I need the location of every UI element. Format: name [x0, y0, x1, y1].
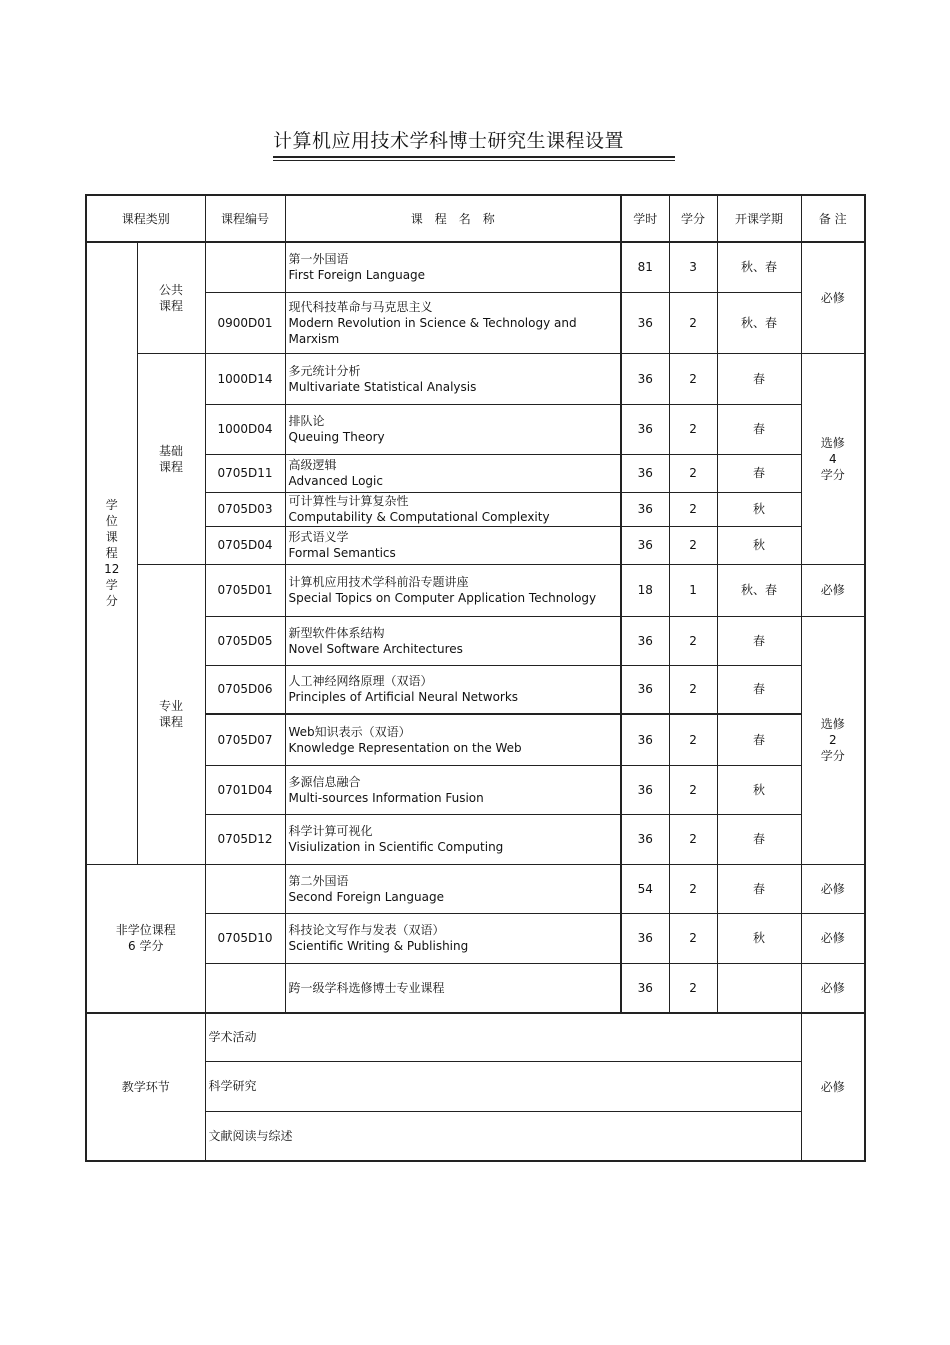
header-category: 课程类别: [86, 195, 205, 242]
course-term: 秋: [717, 765, 801, 814]
course-credits: 2: [669, 353, 717, 404]
course-credits: 2: [669, 292, 717, 353]
course-hours: 54: [621, 864, 669, 913]
course-code: 0705D03: [205, 492, 285, 526]
course-credits: 2: [669, 714, 717, 765]
course-credits: 2: [669, 526, 717, 564]
degree-course-group: 学 位 课 程 12 学 分: [86, 242, 137, 864]
course-credits: 2: [669, 616, 717, 665]
course-code: 0705D06: [205, 665, 285, 714]
major-course-group: 专业 课程: [137, 564, 205, 864]
course-code: 0900D01: [205, 292, 285, 353]
header-code: 课程编号: [205, 195, 285, 242]
course-code: 1000D04: [205, 404, 285, 454]
course-credits: 2: [669, 454, 717, 492]
course-code: [205, 242, 285, 292]
remark-elective-4: 选修 4 学分: [801, 353, 865, 564]
course-term: 春: [717, 714, 801, 765]
course-code: 0705D07: [205, 714, 285, 765]
course-term: 春: [717, 814, 801, 864]
table-row: [86, 864, 865, 913]
course-credits: 2: [669, 765, 717, 814]
course-term: 春: [717, 665, 801, 714]
remark-required: 必修: [801, 242, 865, 353]
remark-required: 必修: [801, 864, 865, 913]
course-name: 科技论文写作与发表（双语） Scientific Writing & Publishing: [285, 913, 621, 963]
table-row: [86, 1013, 865, 1061]
course-code: [205, 963, 285, 1013]
course-credits: 3: [669, 242, 717, 292]
table-row: [86, 242, 865, 292]
course-name: Web知识表示（双语） Knowledge Representation on the Web: [285, 714, 621, 765]
course-credits: 2: [669, 492, 717, 526]
teaching-group: 教学环节: [86, 1013, 205, 1161]
course-term: 春: [717, 616, 801, 665]
course-credits: 2: [669, 404, 717, 454]
course-code: 0705D05: [205, 616, 285, 665]
course-code: 0701D04: [205, 765, 285, 814]
course-hours: 36: [621, 404, 669, 454]
course-name: 第二外国语 Second Foreign Language: [285, 864, 621, 913]
header-remark: 备 注: [801, 195, 865, 242]
course-hours: 36: [621, 292, 669, 353]
course-table: [85, 194, 866, 1162]
basic-course-group: 基础 课程: [137, 353, 205, 564]
course-hours: 36: [621, 616, 669, 665]
course-name: 人工神经网络原理（双语） Principles of Artificial Neural Networks: [285, 665, 621, 714]
course-term: 春: [717, 404, 801, 454]
course-term: 秋、春: [717, 564, 801, 616]
course-hours: 36: [621, 765, 669, 814]
course-credits: 2: [669, 864, 717, 913]
course-term: 春: [717, 864, 801, 913]
course-name: 多元统计分析 Multivariate Statistical Analysis: [285, 353, 621, 404]
course-credits: 1: [669, 564, 717, 616]
course-hours: 36: [621, 353, 669, 404]
course-name: 现代科技革命与马克思主义 Modern Revolution in Science & Technology and Marxism: [285, 292, 621, 353]
public-course-group: 公共 课程: [137, 242, 205, 353]
table-row: [86, 564, 865, 616]
course-code: 0705D10: [205, 913, 285, 963]
header-term: 开课学期: [717, 195, 801, 242]
course-name: 跨一级学科选修博士专业课程: [285, 963, 621, 1013]
course-code: 0705D12: [205, 814, 285, 864]
course-term: 春: [717, 454, 801, 492]
course-term: 秋: [717, 526, 801, 564]
page-title: 计算机应用技术学科博士研究生课程设置: [273, 128, 675, 158]
course-name: 形式语义学 Formal Semantics: [285, 526, 621, 564]
course-name: 计算机应用技术学科前沿专题讲座 Special Topics on Computer Application Technology: [285, 564, 621, 616]
course-credits: 2: [669, 963, 717, 1013]
course-name: 高级逻辑 Advanced Logic: [285, 454, 621, 492]
course-hours: 81: [621, 242, 669, 292]
remark-required: 必修: [801, 913, 865, 963]
course-hours: 36: [621, 492, 669, 526]
remark-required: 必修: [801, 963, 865, 1013]
course-name: 第一外国语 First Foreign Language: [285, 242, 621, 292]
course-credits: 2: [669, 814, 717, 864]
remark-required: 必修: [801, 564, 865, 616]
course-hours: 36: [621, 665, 669, 714]
course-term: 秋、春: [717, 292, 801, 353]
course-name: 排队论 Queuing Theory: [285, 404, 621, 454]
course-name: 可计算性与计算复杂性 Computability & Computational Complexity: [285, 492, 621, 526]
teaching-item: 文献阅读与综述: [205, 1111, 801, 1161]
course-name: 新型软件体系结构 Novel Software Architectures: [285, 616, 621, 665]
course-credits: 2: [669, 913, 717, 963]
course-hours: 36: [621, 963, 669, 1013]
course-term: 秋、春: [717, 242, 801, 292]
course-hours: 36: [621, 714, 669, 765]
course-name: 多源信息融合 Multi-sources Information Fusion: [285, 765, 621, 814]
course-term: 春: [717, 353, 801, 404]
course-credits: 2: [669, 665, 717, 714]
course-term: 秋: [717, 913, 801, 963]
header-hours: 学时: [621, 195, 669, 242]
course-hours: 36: [621, 814, 669, 864]
table-row: [86, 353, 865, 404]
teaching-item: 学术活动: [205, 1013, 801, 1061]
non-degree-course-group: 非学位课程 6 学分: [86, 864, 205, 1013]
course-term: 秋: [717, 492, 801, 526]
course-code: 0705D01: [205, 564, 285, 616]
course-hours: 36: [621, 913, 669, 963]
teaching-item: 科学研究: [205, 1061, 801, 1111]
course-hours: 36: [621, 526, 669, 564]
course-name: 科学计算可视化 Visiulization in Scientific Computing: [285, 814, 621, 864]
table-header-row: [86, 195, 865, 242]
course-hours: 18: [621, 564, 669, 616]
course-term: [717, 963, 801, 1013]
remark-elective-2: 选修 2 学分: [801, 616, 865, 864]
header-name: 课 程 名 称: [285, 195, 621, 242]
remark-required: 必修: [801, 1013, 865, 1161]
course-code: 1000D14: [205, 353, 285, 404]
course-code: [205, 864, 285, 913]
course-hours: 36: [621, 454, 669, 492]
course-code: 0705D11: [205, 454, 285, 492]
header-credits: 学分: [669, 195, 717, 242]
course-code: 0705D04: [205, 526, 285, 564]
